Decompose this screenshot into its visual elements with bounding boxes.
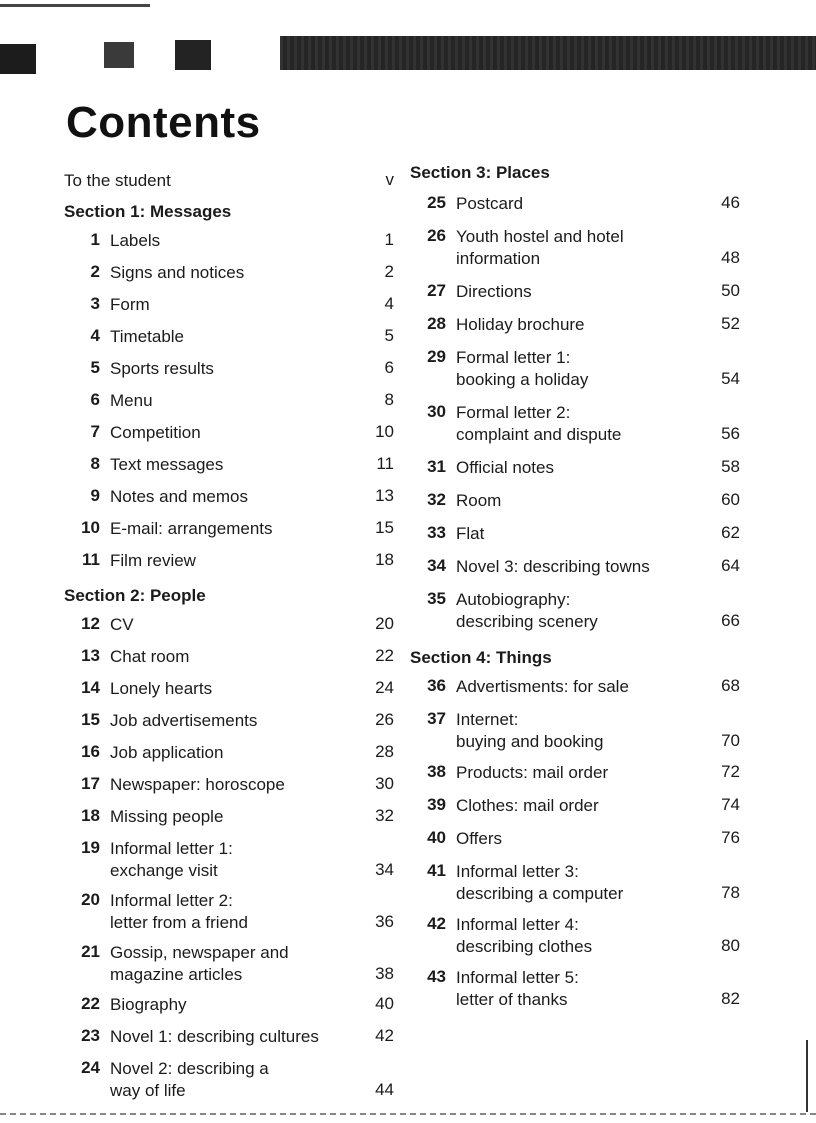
entry-page: 64 — [721, 556, 740, 575]
toc-entry — [64, 550, 394, 582]
entry-title — [110, 326, 184, 348]
entry-number: 29 — [427, 347, 446, 366]
entry-page: 38 — [375, 964, 394, 983]
entry-title-line: Missing people — [110, 807, 224, 826]
toc-entry — [64, 358, 394, 390]
toc-entry — [410, 861, 740, 914]
entry-title-line: Gossip, newspaper and — [110, 943, 289, 962]
entry-title — [456, 556, 650, 578]
entry-title-line: Labels — [110, 231, 161, 250]
entry-title — [110, 1058, 269, 1102]
toc-entry — [410, 556, 740, 589]
toc-entry — [410, 347, 740, 402]
entry-page: 74 — [721, 795, 740, 814]
entry-title — [456, 795, 599, 817]
entry-title — [456, 523, 484, 545]
entry-title — [110, 890, 248, 934]
entry-title — [456, 967, 579, 1011]
entry-page: 6 — [384, 358, 394, 377]
header-bar — [280, 36, 816, 70]
entry-title — [110, 294, 150, 316]
entry-title — [110, 358, 214, 380]
entry-page: 36 — [375, 912, 394, 931]
entry-title-line: Directions — [456, 282, 532, 301]
entry-title-line: Clothes: mail order — [456, 796, 599, 815]
section-3-list — [410, 193, 740, 644]
toc-entry — [64, 678, 394, 710]
entry-page: 52 — [721, 314, 740, 333]
entry-number: 42 — [427, 914, 446, 933]
entry-title — [110, 994, 187, 1016]
entry-page: 30 — [375, 774, 394, 793]
entry-page: 32 — [375, 806, 394, 825]
entry-page: 80 — [721, 936, 740, 955]
scan-bottom-edge — [0, 1113, 816, 1115]
entry-number: 32 — [427, 490, 446, 509]
entry-number: 20 — [81, 890, 100, 909]
entry-title-line: Informal letter 4: — [456, 915, 579, 934]
toc-entry — [410, 828, 740, 861]
entry-title — [110, 390, 153, 412]
right-column — [410, 163, 740, 1020]
toc-entry — [410, 676, 740, 709]
entry-title — [456, 914, 592, 958]
entry-number: 27 — [427, 281, 446, 300]
toc-entry — [64, 942, 394, 994]
entry-title — [456, 589, 598, 633]
entry-number: 33 — [427, 523, 446, 542]
entry-title-line: booking a holiday — [456, 370, 589, 389]
entry-number: 26 — [427, 226, 446, 245]
entry-number: 19 — [81, 838, 100, 857]
toc-entry — [64, 422, 394, 454]
toc-entry — [410, 523, 740, 556]
toc-entry — [410, 589, 740, 644]
entry-page: 8 — [384, 390, 394, 409]
section-heading-2: Section 2: People — [64, 586, 206, 605]
entry-page: 46 — [721, 193, 740, 212]
toc-entry — [410, 795, 740, 828]
entry-number: 12 — [81, 614, 100, 633]
entry-title — [110, 230, 160, 252]
entry-title-line: Biography — [110, 995, 187, 1014]
entry-number: 5 — [90, 358, 100, 377]
entry-title — [456, 828, 502, 850]
entry-title — [110, 262, 244, 284]
entry-title — [110, 806, 223, 828]
toc-intro-page: v — [385, 170, 394, 189]
entry-page: 24 — [375, 678, 394, 697]
toc-entry — [410, 457, 740, 490]
entry-title-line: Youth hostel and hotel — [456, 227, 624, 246]
section-heading-1: Section 1: Messages — [64, 202, 232, 221]
entry-number: 13 — [81, 646, 100, 665]
toc-entry — [410, 402, 740, 457]
section-2-list — [64, 614, 394, 1110]
section-heading-3: Section 3: Places — [410, 163, 550, 182]
entry-title-line: Novel 3: describing towns — [456, 557, 650, 576]
entry-page: 70 — [721, 731, 740, 750]
entry-number: 8 — [90, 454, 100, 473]
toc-entry — [64, 890, 394, 942]
entry-title-line: Offers — [456, 829, 502, 848]
entry-number: 36 — [427, 676, 446, 695]
entry-number: 6 — [90, 390, 100, 409]
entry-title-line: Flat — [456, 524, 485, 543]
header-bar-segment — [0, 44, 36, 74]
entry-title-line: Formal letter 2: — [456, 403, 571, 422]
entry-page: 44 — [375, 1080, 394, 1099]
entry-title-line: information — [456, 249, 541, 268]
header-bar-segment — [104, 42, 134, 68]
toc-entry — [64, 1058, 394, 1110]
entry-page: 2 — [384, 262, 394, 281]
entry-page: 60 — [721, 490, 740, 509]
toc-entry — [64, 806, 394, 838]
entry-title — [110, 710, 257, 732]
entry-title-line: Job application — [110, 743, 224, 762]
entry-title-line: Room — [456, 491, 502, 510]
entry-title — [456, 709, 603, 753]
entry-title-line: describing clothes — [456, 937, 593, 956]
toc-entry — [64, 838, 394, 890]
entry-title — [110, 454, 223, 476]
toc-entry — [410, 490, 740, 523]
toc-entry — [64, 294, 394, 326]
entry-page: 5 — [384, 326, 394, 345]
toc-entry — [64, 486, 394, 518]
entry-number: 11 — [82, 550, 100, 569]
page-title: Contents — [66, 98, 261, 147]
entry-title — [456, 490, 501, 512]
entry-page: 20 — [375, 614, 394, 633]
entry-title — [456, 402, 621, 446]
entry-title-line: Informal letter 2: — [110, 891, 233, 910]
entry-page: 10 — [375, 422, 394, 441]
entry-title-line: describing scenery — [456, 612, 598, 631]
entry-title — [110, 550, 196, 572]
entry-title — [456, 676, 629, 698]
entry-title-line: Formal letter 1: — [456, 348, 571, 367]
toc-entry — [64, 1026, 394, 1058]
entry-number: 21 — [81, 942, 100, 961]
entry-page: 50 — [721, 281, 740, 300]
entry-title — [456, 457, 554, 479]
entry-page: 22 — [375, 646, 394, 665]
entry-page: 58 — [721, 457, 740, 476]
entry-number: 38 — [427, 762, 446, 781]
entry-title — [110, 1026, 319, 1048]
entry-title-line: Novel 2: describing a — [110, 1059, 269, 1078]
entry-title — [110, 518, 273, 540]
entry-number: 30 — [427, 402, 446, 421]
entry-page: 34 — [375, 860, 394, 879]
entry-page: 18 — [375, 550, 394, 569]
entry-title — [456, 762, 608, 784]
toc-entry — [410, 226, 740, 281]
entry-number: 16 — [81, 742, 100, 761]
entry-number: 40 — [427, 828, 446, 847]
entry-page: 54 — [721, 369, 740, 388]
entry-page: 78 — [721, 883, 740, 902]
toc-entry — [410, 762, 740, 795]
toc-entry — [410, 281, 740, 314]
entry-number: 34 — [427, 556, 446, 575]
entry-title-line: letter of thanks — [456, 990, 568, 1009]
entry-page: 68 — [721, 676, 740, 695]
toc-entry — [64, 646, 394, 678]
entry-title — [110, 942, 289, 986]
entry-title — [110, 774, 285, 796]
entry-title — [456, 861, 623, 905]
entry-title-line: buying and booking — [456, 732, 604, 751]
entry-title — [110, 614, 134, 636]
entry-page: 42 — [375, 1026, 394, 1045]
toc-entry — [64, 614, 394, 646]
toc-entry — [64, 326, 394, 358]
entry-number: 39 — [427, 795, 446, 814]
toc-entry — [64, 454, 394, 486]
entry-title-line: Lonely hearts — [110, 679, 213, 698]
entry-page: 48 — [721, 248, 740, 267]
entry-number: 4 — [90, 326, 100, 345]
entry-title-line: E-mail: arrangements — [110, 519, 273, 538]
entry-title — [456, 281, 532, 303]
entry-title-line: describing a computer — [456, 884, 624, 903]
entry-title-line: Film review — [110, 551, 196, 570]
section-4-list — [410, 676, 740, 1020]
entry-page: 26 — [375, 710, 394, 729]
entry-title — [110, 422, 201, 444]
entry-title-line: Advertisments: for sale — [456, 677, 629, 696]
entry-number: 24 — [81, 1058, 100, 1077]
entry-number: 43 — [427, 967, 446, 986]
section-1-list — [64, 230, 394, 582]
toc-entry — [410, 914, 740, 967]
entry-title-line: Informal letter 3: — [456, 862, 579, 881]
entry-number: 14 — [81, 678, 100, 697]
entry-page: 28 — [375, 742, 394, 761]
entry-page: 15 — [375, 518, 394, 537]
entry-page: 56 — [721, 424, 740, 443]
toc-entry — [64, 518, 394, 550]
toc-entry — [64, 742, 394, 774]
entry-page: 72 — [721, 762, 740, 781]
entry-title-line: way of life — [110, 1081, 186, 1100]
toc-entry — [410, 967, 740, 1020]
entry-title — [110, 742, 223, 764]
entry-title-line: Competition — [110, 423, 201, 442]
entry-title-line: Informal letter 1: — [110, 839, 233, 858]
entry-number: 9 — [90, 486, 100, 505]
scan-top-line — [0, 4, 150, 7]
entry-page: 76 — [721, 828, 740, 847]
entry-title-line: complaint and dispute — [456, 425, 622, 444]
entry-title-line: Notes and memos — [110, 487, 248, 506]
left-column — [64, 170, 394, 1110]
entry-title — [456, 347, 588, 391]
entry-title-line: Form — [110, 295, 150, 314]
toc-entry — [64, 774, 394, 806]
entry-title-line: Signs and notices — [110, 263, 245, 282]
entry-number: 7 — [90, 422, 100, 441]
entry-number: 22 — [81, 994, 100, 1013]
entry-number: 1 — [90, 230, 100, 249]
entry-number: 2 — [90, 262, 100, 281]
entry-title-line: Job advertisements — [110, 711, 258, 730]
entry-title-line: Novel 1: describing cultures — [110, 1027, 319, 1046]
entry-number: 28 — [427, 314, 446, 333]
entry-number: 31 — [427, 457, 446, 476]
entry-title-line: Official notes — [456, 458, 554, 477]
entry-title-line: Menu — [110, 391, 153, 410]
entry-title-line: Chat room — [110, 647, 190, 666]
entry-number: 15 — [81, 710, 100, 729]
entry-title — [110, 838, 233, 882]
section-heading-4: Section 4: Things — [410, 648, 552, 667]
entry-number: 37 — [427, 709, 446, 728]
entry-page: 82 — [721, 989, 740, 1008]
entry-title-line: Newspaper: horoscope — [110, 775, 285, 794]
entry-number: 18 — [81, 806, 100, 825]
entry-page: 40 — [375, 994, 394, 1013]
entry-title — [110, 646, 189, 668]
toc-entry — [64, 710, 394, 742]
entry-title-line: Informal letter 5: — [456, 968, 579, 987]
entry-title-line: Timetable — [110, 327, 185, 346]
entry-number: 25 — [427, 193, 446, 212]
toc-intro-title: To the student — [64, 171, 171, 190]
entry-number: 3 — [90, 294, 100, 313]
toc-entry — [64, 230, 394, 262]
entry-number: 17 — [81, 774, 100, 793]
entry-title-line: Sports results — [110, 359, 214, 378]
entry-title-line: Autobiography: — [456, 590, 571, 609]
toc-entry — [410, 193, 740, 226]
entry-page: 66 — [721, 611, 740, 630]
entry-title-line: Products: mail order — [456, 763, 609, 782]
entry-title-line: exchange visit — [110, 861, 218, 880]
entry-title — [456, 314, 585, 336]
toc-intro — [64, 170, 394, 196]
entry-title — [110, 486, 248, 508]
toc-entry — [64, 994, 394, 1026]
entry-title-line: CV — [110, 615, 134, 634]
entry-page: 11 — [376, 454, 394, 473]
entry-title-line: Internet: — [456, 710, 519, 729]
entry-number: 10 — [81, 518, 100, 537]
entry-title-line: Text messages — [110, 455, 224, 474]
toc-entry — [64, 262, 394, 294]
entry-number: 35 — [427, 589, 446, 608]
scan-right-edge — [806, 1040, 808, 1112]
header-bar-segment — [175, 40, 211, 70]
entry-page: 4 — [384, 294, 394, 313]
toc-entry — [410, 709, 740, 762]
toc-entry — [64, 390, 394, 422]
entry-title — [110, 678, 212, 700]
entry-title — [456, 226, 624, 270]
entry-title-line: Postcard — [456, 194, 524, 213]
entry-number: 41 — [427, 861, 446, 880]
entry-title-line: letter from a friend — [110, 913, 248, 932]
entry-page: 1 — [384, 230, 394, 249]
entry-title-line: magazine articles — [110, 965, 243, 984]
entry-title-line: Holiday brochure — [456, 315, 585, 334]
entry-title — [456, 193, 523, 215]
toc-entry — [410, 314, 740, 347]
entry-page: 62 — [721, 523, 740, 542]
entry-page: 13 — [375, 486, 394, 505]
entry-number: 23 — [81, 1026, 100, 1045]
